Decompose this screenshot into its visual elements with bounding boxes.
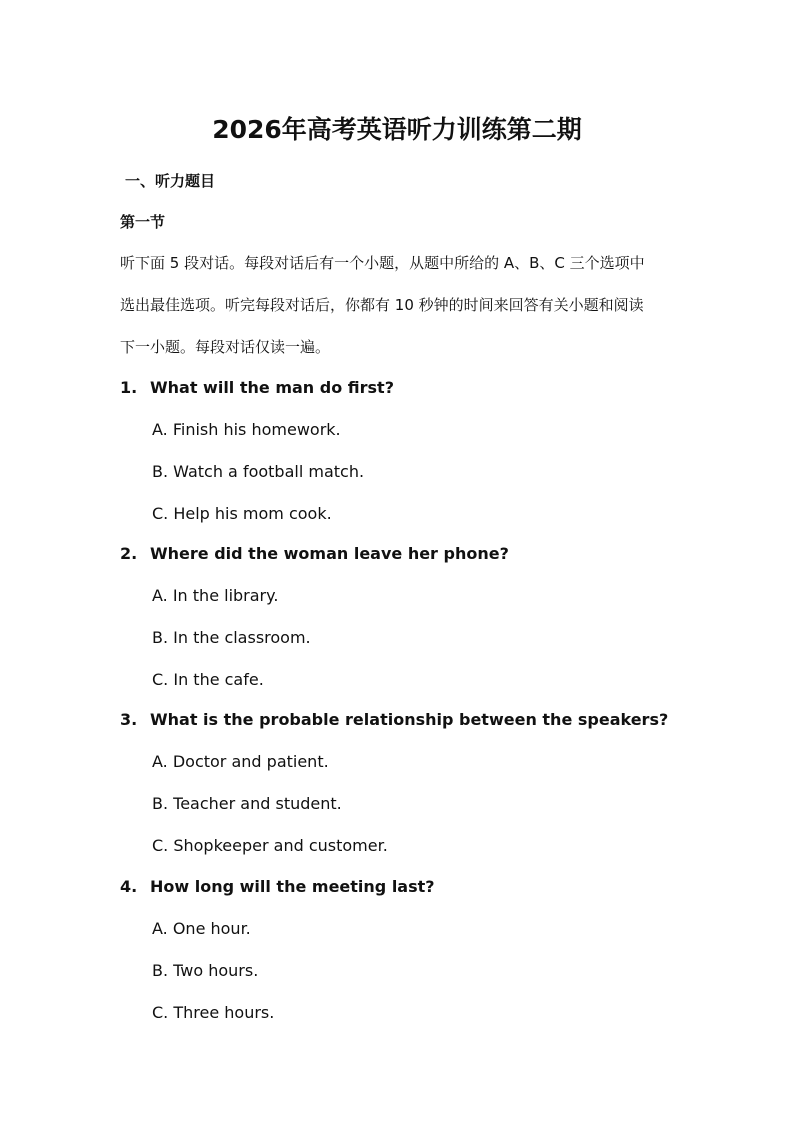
- question-stem: [120, 377, 720, 399]
- option-c: C. Help his mom cook.: [152, 504, 332, 523]
- instructions-line: 下一小题。每段对话仅读一遍。: [120, 338, 331, 356]
- question-number: 2.: [120, 544, 138, 563]
- question-2: [120, 543, 720, 691]
- option-b: B. Watch a football match.: [152, 462, 365, 481]
- option-c: C. In the cafe.: [152, 670, 264, 689]
- option-a: A. In the library.: [152, 586, 279, 605]
- option-a: A. One hour.: [152, 919, 251, 938]
- instructions-paragraph: [120, 242, 680, 368]
- question-text: What will the man do first?: [150, 378, 394, 397]
- part-heading: 第一节: [120, 213, 166, 231]
- instructions-line: 听下面 5 段对话。每段对话后有一个小题，从题中所给的 A、B、C 三个选项中: [120, 254, 645, 272]
- option-a: A. Doctor and patient.: [152, 752, 329, 771]
- option-b: B. Two hours.: [152, 961, 259, 980]
- question-number: 4.: [120, 877, 138, 896]
- option-c: C. Three hours.: [152, 1003, 275, 1022]
- option-b: B. In the classroom.: [152, 628, 311, 647]
- page-title: 2026年高考英语听力训练第二期: [212, 115, 582, 144]
- question-3: [120, 709, 720, 857]
- question-number: 3.: [120, 710, 138, 729]
- instructions-line: 选出最佳选项。听完每段对话后，你都有 10 秒钟的时间来回答有关小题和阅读: [120, 296, 644, 314]
- question-stem: [120, 709, 720, 731]
- question-stem: [120, 543, 720, 565]
- option-b: B. Teacher and student.: [152, 794, 342, 813]
- option-a: A. Finish his homework.: [152, 420, 341, 439]
- question-1: [120, 377, 720, 525]
- question-text: Where did the woman leave her phone?: [150, 544, 509, 563]
- question-number: 1.: [120, 378, 138, 397]
- question-text: How long will the meeting last?: [150, 877, 435, 896]
- question-4: [120, 876, 720, 1024]
- question-text: What is the probable relationship between the speakers?: [150, 710, 669, 729]
- section-heading: 一、听力题目: [125, 172, 216, 190]
- question-stem: [120, 876, 720, 898]
- option-c: C. Shopkeeper and customer.: [152, 836, 388, 855]
